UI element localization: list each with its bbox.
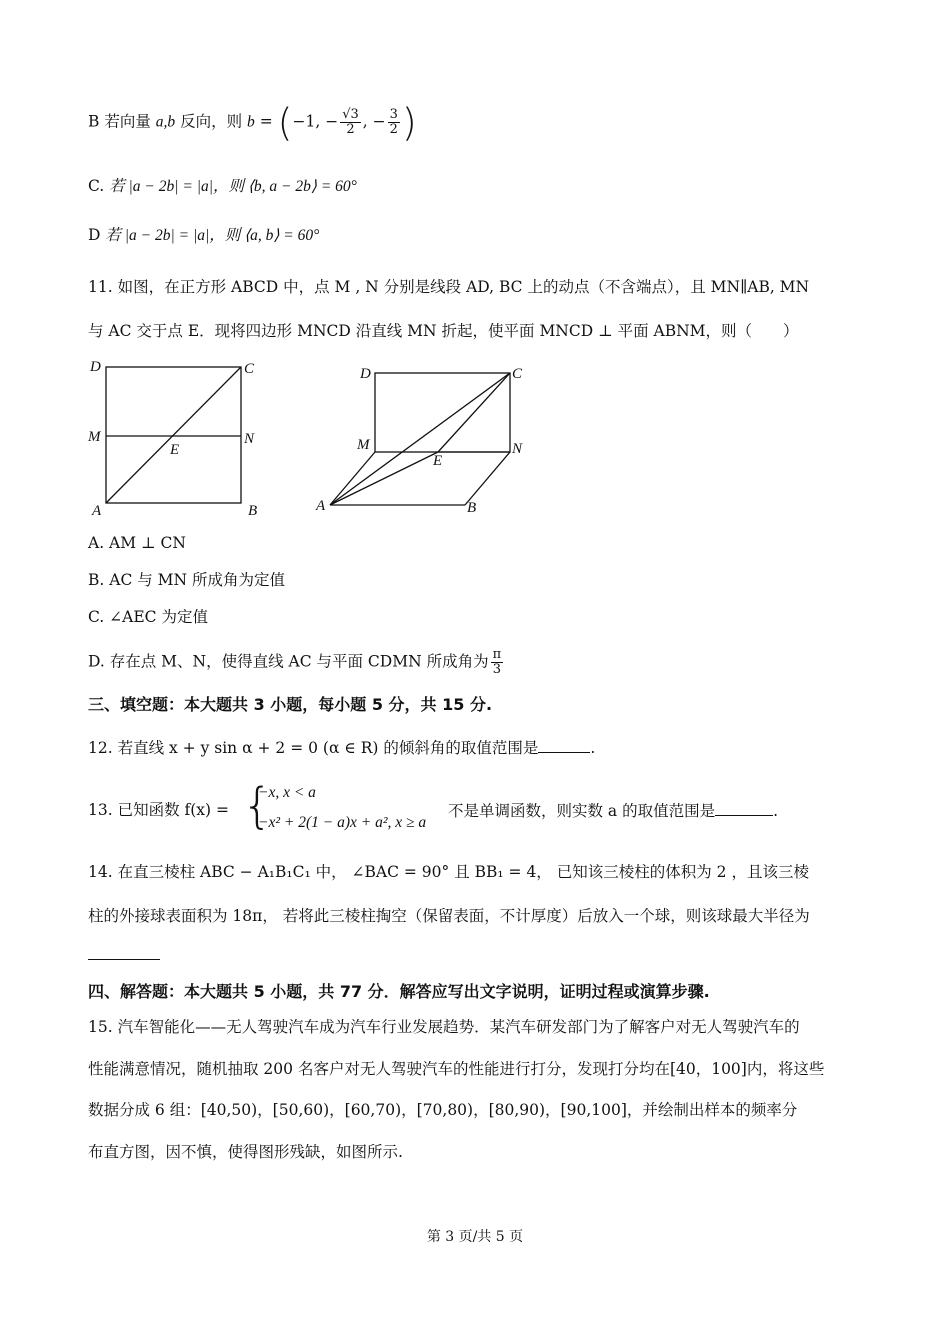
piecewise-brace: {: [242, 778, 273, 834]
right-paren: ): [401, 100, 417, 145]
square-figure: [84, 355, 274, 520]
period: .: [590, 739, 596, 757]
q15-line1: 15. 汽车智能化——无人驾驶汽车成为汽车行业发展趋势．某汽车研发部门为了解客户对无人驾驶汽车的: [88, 1018, 800, 1036]
label-m: M: [88, 429, 101, 445]
label-d: D: [360, 366, 371, 382]
q13-suffix: [448, 799, 778, 821]
segment-ec: [438, 373, 510, 452]
label-e: E: [170, 442, 180, 458]
section-4-heading: 四、解答题：本大题共 5 小题，共 77 分．解答应写出文字说明，证明过程或演算步骤.: [88, 982, 710, 1001]
fraction-sqrt3-over-2: $\frac{√3}{2}$: [342, 107, 359, 137]
q12-text: 12. 若直线 x + y sin α + 2 = 0 (α ∈ R) 的倾斜角的取值范围是: [88, 739, 539, 757]
fraction-pi-over-3: $\frac{\pi}{3}$: [492, 647, 502, 677]
label-e: E: [433, 453, 443, 469]
label-c: C: [512, 366, 523, 382]
vector-b: b: [247, 113, 255, 131]
q14-line1: 14. 在直三棱柱 ABC − A₁B₁C₁ 中， ∠BAC = 90° 且 BB₁ = 4， 已知该三棱柱的体积为 2 ，且该三棱: [88, 863, 809, 881]
q11-line1: 11. 如图，在正方形 ABCD 中，点 M , N 分别是线段 AD, BC 上的动点（不含端点），且 MN∥AB, MN: [88, 278, 810, 296]
option-text: D. 存在点 M、N，使得直线 AC 与平面 CDMN 所成角为: [88, 652, 489, 671]
q11-option-c: C. ∠AEC 为定值: [88, 608, 208, 626]
q13-case-2: −x² + 2(1 − a)x + a², x ≥ a: [258, 814, 427, 831]
option-text-2: 反向，则: [180, 112, 243, 131]
diagonal-ac: [106, 367, 241, 503]
label-n: N: [244, 431, 255, 447]
option-text: 若 |a − 2b| = |a|，则 ⟨b, a − 2b⟩ = 60°: [109, 178, 357, 195]
option-label: D: [88, 226, 101, 244]
q12: [88, 737, 595, 759]
answer-blank: [538, 738, 590, 753]
answer-blank: [715, 801, 773, 816]
label-a: A: [316, 498, 326, 514]
edge-am: [330, 452, 375, 505]
separator: , −: [362, 112, 386, 131]
q14-answer-blank-row: [88, 944, 160, 966]
label-d: D: [90, 359, 101, 375]
edge-bn: [465, 452, 510, 505]
q13-case-1: −x, x < a: [258, 784, 316, 801]
q11-option-b: B. AC 与 MN 所成角为定值: [88, 571, 286, 589]
face-mncd: [375, 373, 510, 452]
period: .: [773, 802, 779, 820]
label-a: A: [92, 503, 102, 519]
page-footer: 第 3 页/共 5 页: [426, 1229, 524, 1245]
label-c: C: [244, 361, 255, 377]
q10-option-b: [88, 100, 417, 145]
q10-option-c: [88, 175, 357, 198]
q15-line3: 数据分成 6 组：[40,50)，[50,60)，[60,70)，[70,80)，[80,90)，[90,100]，并绘制出样本的频率分: [88, 1101, 798, 1119]
q10-option-d: [88, 224, 319, 247]
label-b: B: [248, 503, 258, 519]
q15-line2: 性能满意情况，随机抽取 200 名客户对无人驾驶汽车的性能进行打分，发现打分均在[40，100]内，将这些: [88, 1060, 825, 1078]
label-m: M: [357, 437, 370, 453]
q13-prefix: 13. 已知函数 f(x) =: [88, 801, 229, 819]
q11-option-a: A. AM ⊥ CN: [88, 534, 186, 552]
q13-suffix-text: 不是单调函数，则实数 a 的取值范围是: [448, 802, 716, 820]
q14-line2: 柱的外接球表面积为 18π， 若将此三棱柱掏空（保留表面，不计厚度）后放入一个球，则该球最大半径为: [88, 907, 810, 925]
option-label: C.: [88, 177, 105, 195]
component-1: −1, −: [292, 112, 339, 131]
folded-figure: [312, 360, 542, 520]
option-text: 若向量: [104, 112, 151, 131]
label-b: B: [467, 500, 477, 516]
vector-pair: a,b: [155, 113, 176, 131]
left-paren: (: [277, 100, 293, 145]
option-text: 若 |a − 2b| = |a|，则 ⟨a, b⟩ = 60°: [105, 227, 320, 244]
option-label: B: [88, 112, 100, 131]
equals: =: [259, 112, 273, 131]
q11-line2: 与 AC 交于点 E．现将四边形 MNCD 沿直线 MN 折起，使平面 MNCD ⊥ 平面 ABNM，则（ ）: [88, 322, 799, 340]
q15-line4: 布直方图，因不慎，使得图形残缺，如图所示.: [88, 1143, 403, 1161]
q11-option-d: [88, 648, 505, 677]
section-3-heading: 三、填空题：本大题共 3 小题，每小题 5 分，共 15 分.: [88, 695, 493, 714]
label-n: N: [512, 441, 523, 457]
segment-ae: [330, 452, 438, 505]
answer-blank: [88, 945, 160, 960]
fraction-3-over-2: $\frac{3}{2}$: [389, 107, 398, 137]
